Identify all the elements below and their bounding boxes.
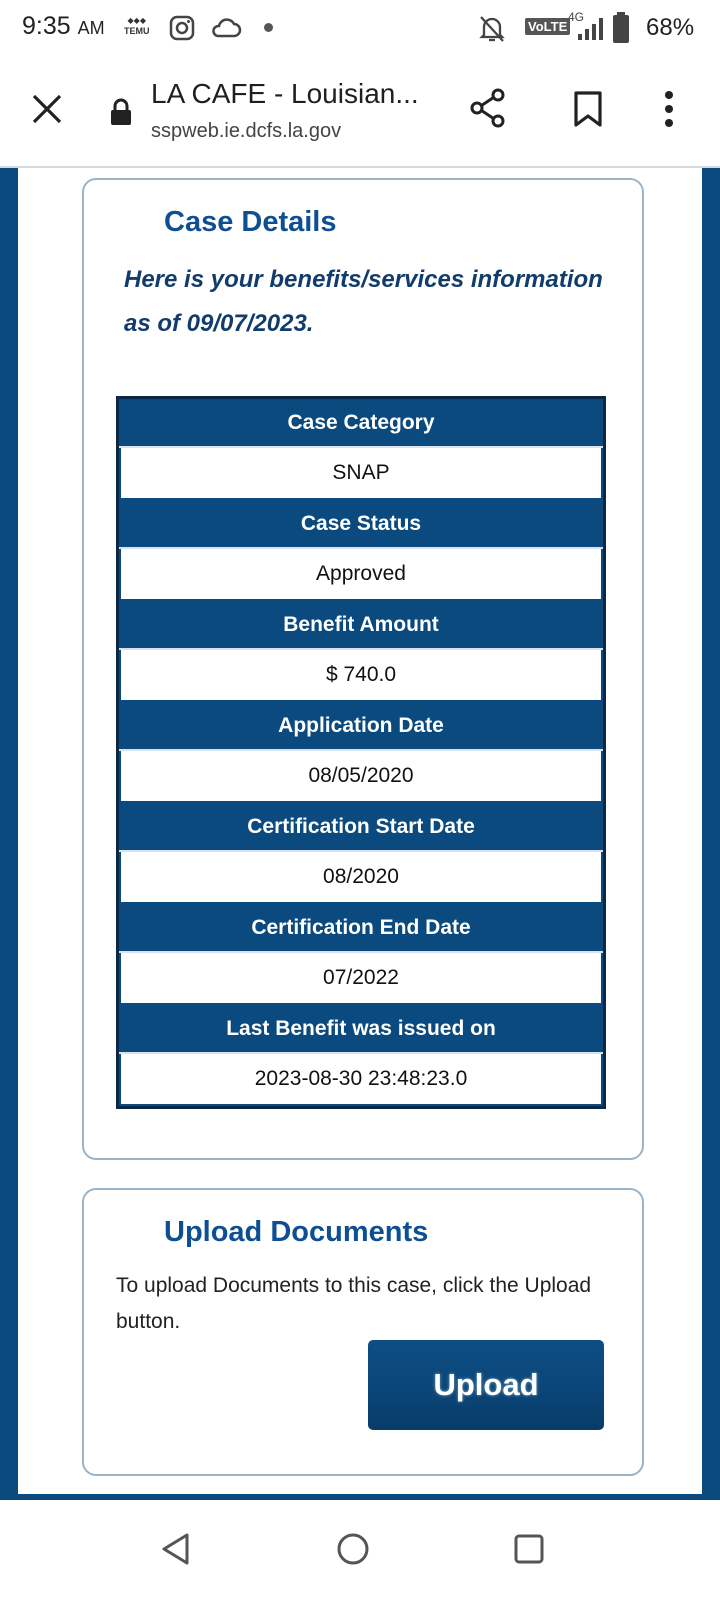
cert-end-value: 07/2022	[119, 953, 603, 1005]
network-type: 4G	[568, 10, 585, 24]
case-details-title: Case Details	[164, 206, 337, 238]
battery-percent: 68%	[646, 14, 695, 41]
browser-toolbar	[0, 58, 720, 168]
temu-label: TEMU	[124, 26, 150, 36]
case-status-value: Approved	[119, 549, 603, 601]
lock-icon[interactable]	[110, 98, 132, 126]
notification-dot	[264, 23, 273, 32]
back-icon[interactable]	[160, 1532, 192, 1566]
case-category-value: SNAP	[119, 448, 603, 500]
page-border-right	[702, 168, 720, 1498]
system-nav-bar	[0, 1500, 720, 1600]
bookmark-icon[interactable]	[573, 90, 603, 128]
battery-icon	[612, 12, 630, 44]
last-benefit-value: 2023-08-30 23:48:23.0	[119, 1054, 603, 1106]
application-date-value: 08/05/2020	[119, 751, 603, 803]
status-time-value: 9:35	[22, 12, 71, 40]
volte-badge: VoLTE	[525, 18, 570, 35]
instagram-icon	[168, 14, 196, 42]
home-icon[interactable]	[336, 1532, 370, 1566]
cloud-icon	[210, 14, 242, 42]
last-benefit-label: Last Benefit was issued on	[119, 1005, 603, 1054]
mute-icon	[478, 14, 506, 44]
close-icon[interactable]	[30, 92, 64, 126]
page-url[interactable]: sspweb.ie.dcfs.la.gov	[151, 120, 342, 142]
case-status-label: Case Status	[119, 500, 603, 549]
temu-icon: ◆◆◆ TEMU	[124, 16, 150, 36]
case-details-intro: Here is your benefits/services information as of 09/07/2023.	[124, 266, 603, 337]
recent-apps-icon[interactable]	[514, 1534, 544, 1564]
cert-start-value: 08/2020	[119, 852, 603, 904]
page-border-left	[0, 168, 18, 1498]
status-time	[22, 12, 105, 41]
upload-instructions: To upload Documents to this case, click the Upload button.	[116, 1274, 592, 1333]
cert-end-label: Certification End Date	[119, 904, 603, 953]
more-vert-icon[interactable]	[664, 90, 674, 128]
application-date-label: Application Date	[119, 702, 603, 751]
case-details-card	[82, 178, 644, 1160]
page-title[interactable]: LA CAFE - Louisian...	[151, 78, 419, 109]
cert-start-label: Certification Start Date	[119, 803, 603, 852]
status-bar	[0, 0, 720, 58]
benefit-amount-value: $ 740.0	[119, 650, 603, 702]
upload-button[interactable]: Upload	[368, 1340, 604, 1430]
share-icon[interactable]	[470, 88, 506, 128]
upload-documents-title: Upload Documents	[164, 1216, 429, 1248]
web-page	[0, 168, 720, 1498]
upload-documents-card	[82, 1188, 644, 1476]
case-details-table	[116, 396, 606, 1109]
signal-icon	[578, 16, 608, 42]
benefit-amount-label: Benefit Amount	[119, 601, 603, 650]
status-ampm: AM	[77, 18, 105, 38]
case-category-label: Case Category	[119, 399, 603, 448]
